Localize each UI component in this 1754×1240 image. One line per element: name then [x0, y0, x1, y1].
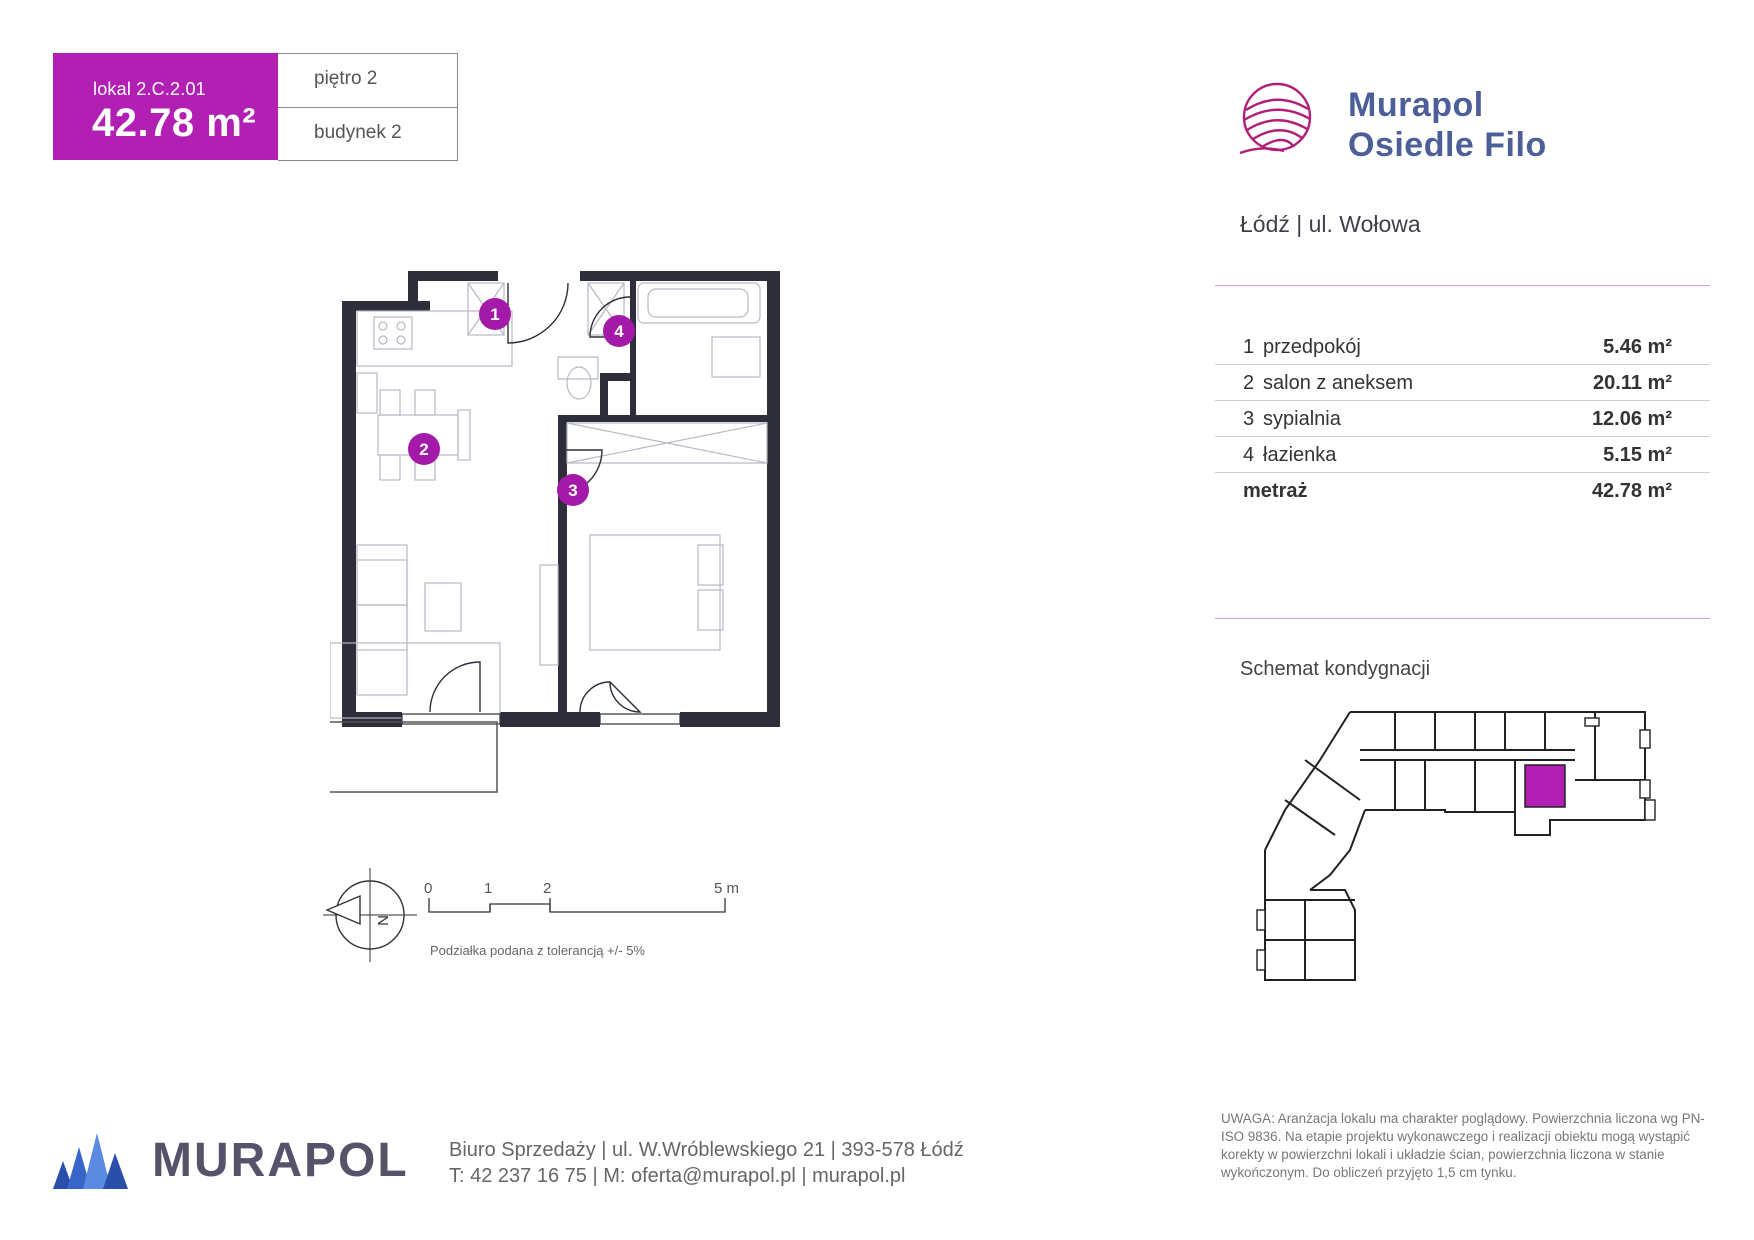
- room-row: [1215, 328, 1710, 365]
- floor-scheme-diagram: [1245, 700, 1695, 1000]
- room-number: 2: [1243, 372, 1255, 394]
- floor-row: [278, 54, 457, 107]
- highlighted-unit: [1525, 765, 1565, 807]
- room-name: sypialnia: [1263, 408, 1341, 430]
- room-name: przedpokój: [1263, 336, 1361, 358]
- unit-info-box: [278, 53, 458, 161]
- room-row: [1215, 400, 1710, 437]
- room-number: 1: [1243, 336, 1255, 358]
- room-number: 3: [1243, 408, 1255, 430]
- floor-scheme-label: Schemat kondygnacji: [1240, 658, 1431, 680]
- scale-bar: [425, 880, 755, 920]
- scale-tick-0: 0: [424, 880, 433, 897]
- room-area: 20.11 m²: [1593, 372, 1672, 394]
- brand-subtitle: Osiedle Filo: [1348, 126, 1547, 164]
- compass-north-label: N: [374, 915, 391, 926]
- room-marker-2-label: 2: [419, 440, 429, 459]
- building-label: budynek 2: [314, 122, 402, 143]
- room-name: łazienka: [1263, 444, 1337, 466]
- room-area: 5.46 m²: [1603, 336, 1672, 358]
- scale-tolerance-note: Podziałka podana z tolerancją +/- 5%: [430, 943, 645, 958]
- sales-office-address: Biuro Sprzedaży | ul. W.Wróblewskiego 21 | 393-578 Łódź: [449, 1139, 964, 1161]
- divider-bottom: [1215, 618, 1710, 619]
- total-area: 42.78 m²: [1591, 480, 1672, 502]
- scale-tick-5: 5 m: [714, 880, 740, 897]
- room-marker-4-label: 4: [614, 322, 624, 341]
- total-row: [1215, 472, 1710, 508]
- building-row: [278, 107, 457, 161]
- total-label: metraż: [1243, 480, 1308, 502]
- room-name: salon z aneksem: [1263, 372, 1414, 394]
- unit-id: lokal 2.C.2.01: [93, 79, 206, 99]
- unit-summary-box: [53, 53, 278, 160]
- room-number: 4: [1243, 444, 1255, 466]
- disclaimer-note: UWAGA: Aranżacja lokalu ma charakter poglądowy. Powierzchnia liczona wg PN-ISO 9836. Na etapie projektu wykonawczego i realizacji obiektu mogą wystąpić korekty w powierzchni lokali i układzie ścian, powierzchnia liczona w stanie wykończonym. Do obliczeń przyjęto 1,5 cm tynku.: [1221, 1111, 1705, 1180]
- room-area: 5.15 m²: [1603, 444, 1672, 466]
- murapol-wordmark: MURAPOL: [152, 1134, 409, 1187]
- room-marker-1-label: 1: [490, 305, 500, 324]
- contact-info: T: 42 237 16 75 | M: oferta@murapol.pl | murapol.pl: [449, 1165, 906, 1187]
- compass-icon: [315, 860, 425, 970]
- room-marker-3-label: 3: [568, 481, 578, 500]
- floor-plan: [330, 265, 780, 825]
- address: Łódź | ul. Wołowa: [1240, 211, 1421, 237]
- unit-area: 42.78 m²: [92, 101, 257, 145]
- room-row: [1215, 364, 1710, 401]
- scale-tick-1: 1: [484, 880, 493, 897]
- divider-top: [1215, 285, 1710, 286]
- scale-tick-2: 2: [543, 880, 552, 897]
- murapol-filo-logo-icon: [1232, 75, 1322, 165]
- murapol-logo-icon: [53, 1133, 128, 1189]
- brand-name: Murapol: [1348, 86, 1484, 124]
- floor-label: piętro 2: [314, 68, 378, 89]
- room-area: 12.06 m²: [1591, 408, 1672, 430]
- room-row: [1215, 436, 1710, 473]
